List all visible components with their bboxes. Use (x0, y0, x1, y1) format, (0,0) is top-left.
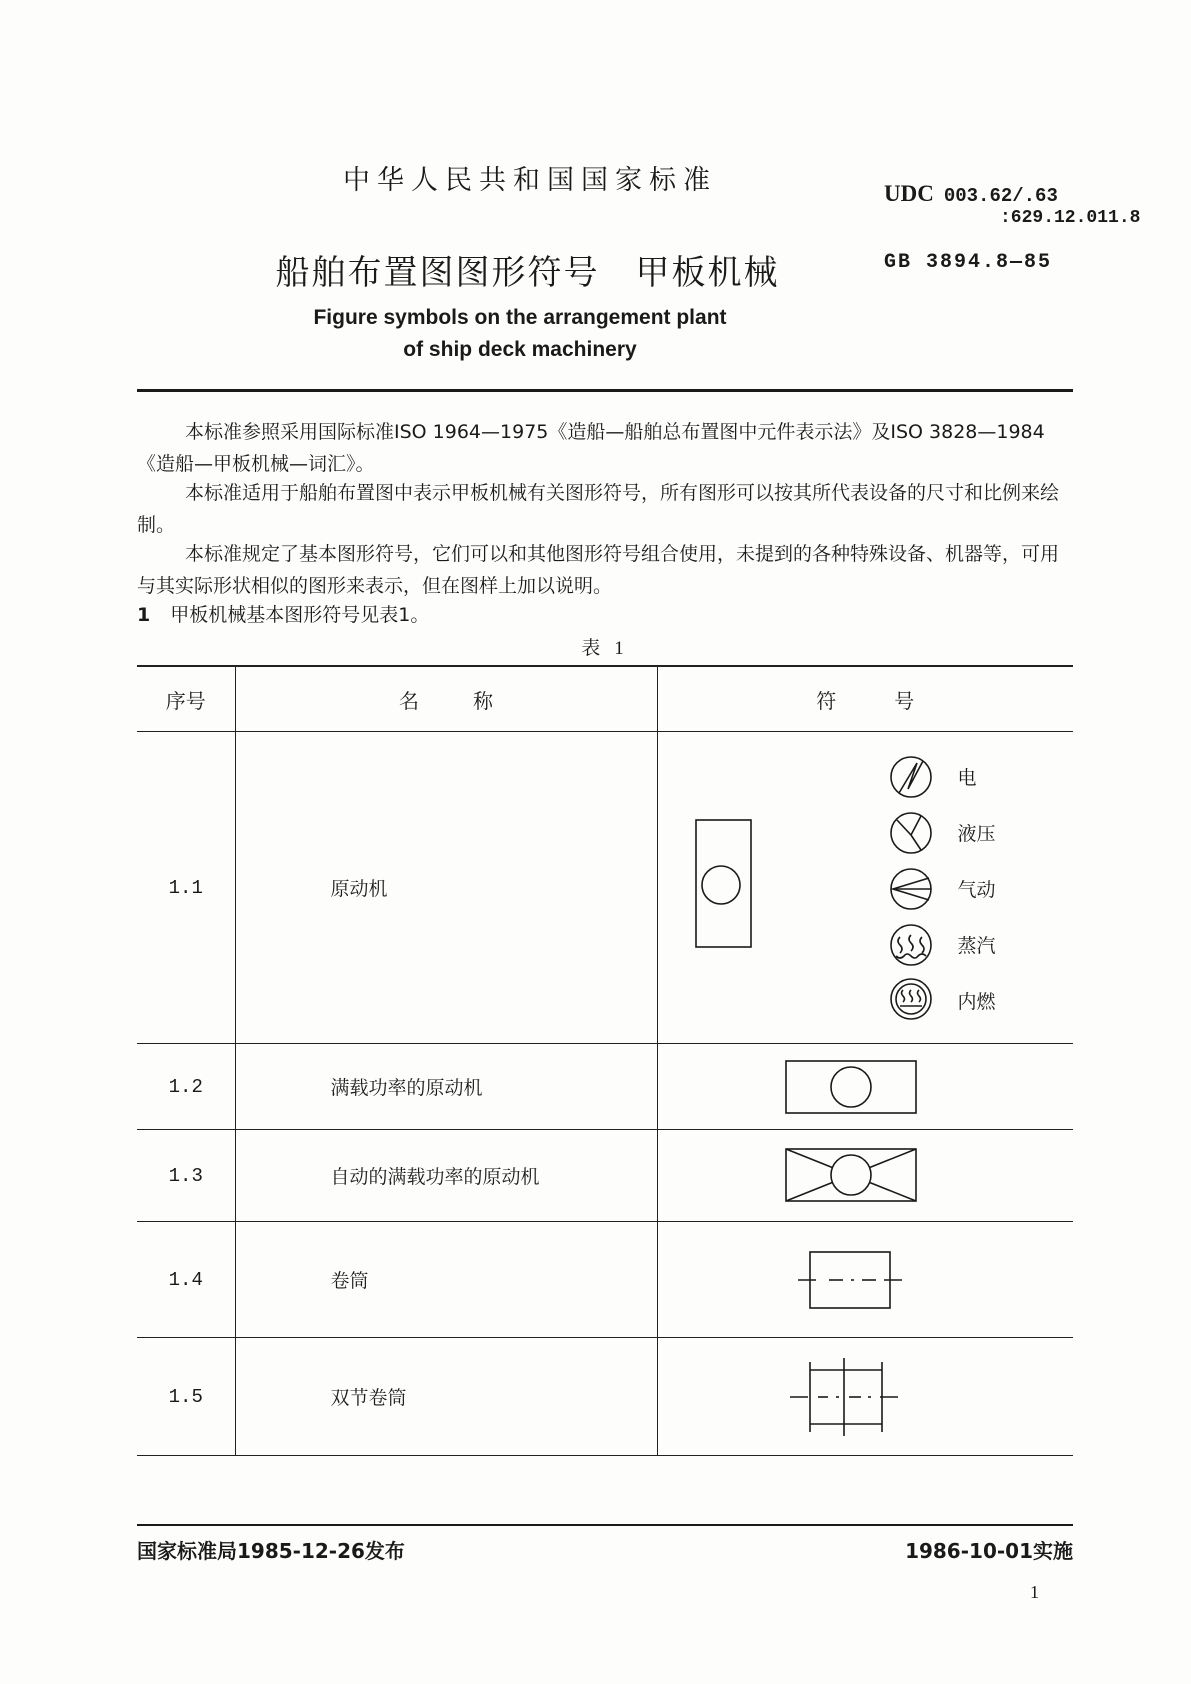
header-symbol: 符号 (657, 666, 1073, 732)
double-drum-symbol (658, 1338, 1074, 1456)
row-symbol-cell (657, 1130, 1073, 1222)
udc-classification (884, 181, 1058, 207)
row-index: 1.5 (137, 1338, 235, 1456)
pneumatic-label: 气动 (957, 879, 996, 901)
table-row (137, 1044, 1073, 1130)
steam-label: 蒸汽 (957, 935, 996, 957)
effective-date: 1986-10-01实施 (905, 1539, 1073, 1563)
table-row (137, 1222, 1073, 1338)
table-row (137, 732, 1073, 1044)
table-caption (0, 633, 1191, 660)
section-1 (137, 600, 429, 627)
paragraph-basic-symbols: 本标准规定了基本图形符号，它们可以和其他图形符号组合使用，未提到的各种特殊设备、机器等，可用与其实际形状相似的图形来表示，但在图样上加以说明。 (137, 543, 1060, 597)
row-index: 1.2 (137, 1044, 235, 1130)
section-number: 1 (137, 604, 151, 626)
row-name: 双节卷筒 (235, 1338, 657, 1456)
paragraph-scope: 本标准适用于船舶布置图中表示甲板机械有关图形符号，所有图形可以按其所代表设备的尺寸和比例来绘制。 (137, 482, 1060, 536)
automatic-full-load-prime-mover-symbol (658, 1130, 1074, 1222)
hydraulic-label: 液压 (957, 823, 996, 845)
title-chinese: 船舶布置图图形符号 甲板机械 (275, 253, 780, 293)
row-symbol-cell (657, 1222, 1073, 1338)
electric-label: 电 (957, 767, 977, 789)
udc-code-2: :629.12.011.8 (1000, 208, 1141, 228)
row-symbol-cell (657, 1338, 1073, 1456)
internal-combustion-symbol (891, 979, 931, 1019)
prime-mover-symbol (658, 732, 1074, 1044)
udc-label: UDC (884, 181, 934, 206)
header-name: 名称 (235, 666, 657, 732)
hydraulic-symbol (891, 813, 931, 853)
paragraph-reference: 本标准参照采用国际标准ISO 1964—1975《造船—船舶总布置图中元件表示法》及ISO 3828—1984《造船—甲板机械—词汇》。 (137, 421, 1045, 475)
internal-combustion-label: 内燃 (957, 991, 996, 1013)
page-number: 1 (1030, 1582, 1039, 1602)
full-load-prime-mover-symbol (658, 1044, 1074, 1130)
symbol-table (137, 665, 1073, 1456)
row-name: 原动机 (235, 732, 657, 1044)
title-english-line1: Figure symbols on the arrangement plant (313, 306, 727, 329)
row-index: 1.3 (137, 1130, 235, 1222)
header-rule (137, 389, 1073, 392)
row-index: 1.1 (137, 732, 235, 1044)
pneumatic-symbol (891, 869, 931, 909)
gb-number: GB 3894.8—85 (884, 251, 1053, 274)
udc-code-1: 003.62/.63 (943, 185, 1058, 207)
table-row (137, 1338, 1073, 1456)
issued-by: 国家标准局1985-12-26发布 (137, 1539, 405, 1563)
electric-symbol (891, 757, 931, 797)
header-index: 序号 (137, 666, 235, 732)
row-name: 卷筒 (235, 1222, 657, 1338)
national-standard-heading: 中华人民共和国国家标准 (343, 165, 717, 196)
table-header-row (137, 666, 1073, 732)
row-name: 满载功率的原动机 (235, 1044, 657, 1130)
title-english-line2: of ship deck machinery (403, 338, 637, 361)
footer-rule (137, 1524, 1073, 1526)
section-text: 甲板机械基本图形符号见表1。 (170, 604, 430, 626)
row-symbol-cell (657, 732, 1073, 1044)
row-index: 1.4 (137, 1222, 235, 1338)
steam-symbol (891, 925, 931, 965)
drum-symbol (658, 1222, 1074, 1338)
table-row (137, 1130, 1073, 1222)
row-symbol-cell (657, 1044, 1073, 1130)
row-name: 自动的满载功率的原动机 (235, 1130, 657, 1222)
table-caption-number: 1 (614, 638, 624, 659)
table-caption-label: 表 (581, 637, 601, 659)
